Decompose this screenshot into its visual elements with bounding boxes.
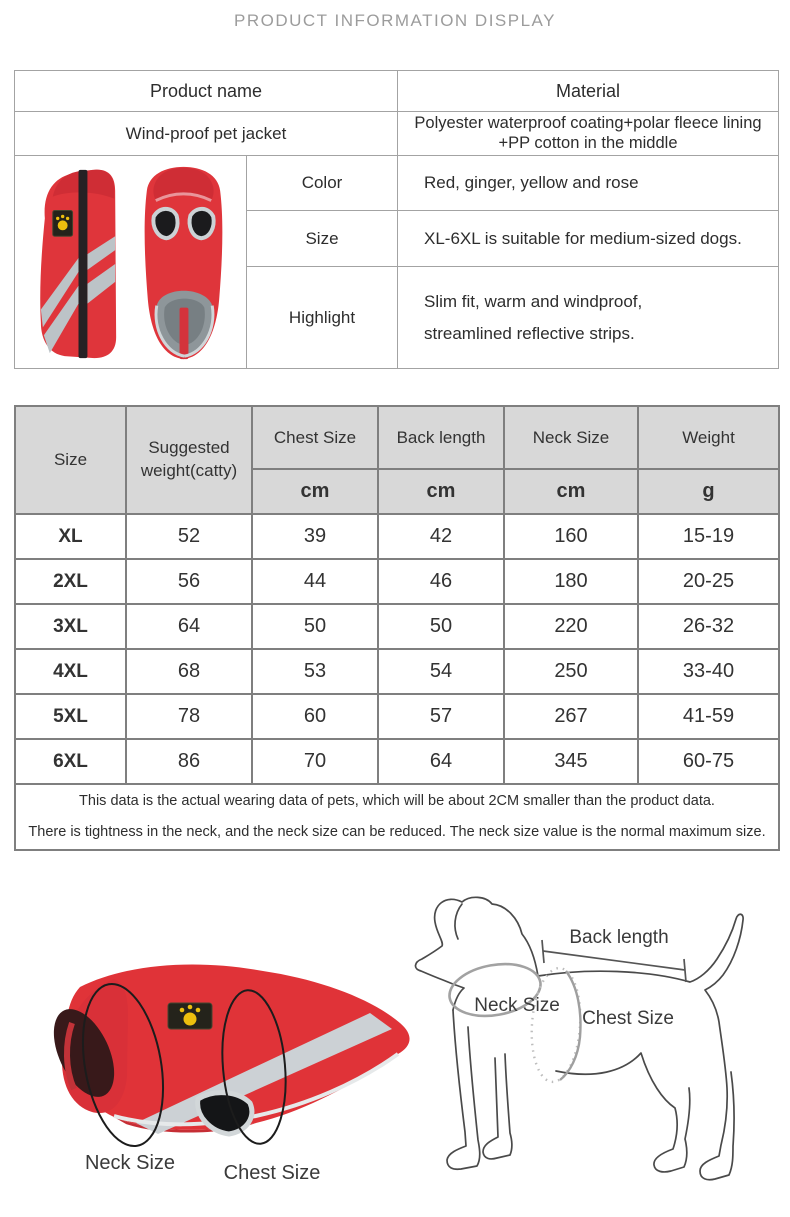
suggested-cell: 26-32 [639,605,780,650]
weight-cell: 345 [505,740,639,785]
unit-chest-cm: cm [253,470,379,515]
suggested-cell: 15-19 [639,515,780,560]
jacket-measurement-photo [18,953,420,1173]
back-cell: 39 [253,515,379,560]
neck-cell: 57 [379,695,505,740]
neck-cell: 46 [379,560,505,605]
column-header-size: Size [16,407,127,515]
leg-hole-right [189,208,213,237]
highlight-value: Slim fit, warm and windproof, streamlined reflective strips. [398,267,779,369]
column-header-chest: Chest Size [253,407,379,470]
neck-cell: 64 [379,740,505,785]
product-info-table [14,70,779,369]
column-header-neck: Neck Size [505,407,639,470]
dog-head-outline [415,897,538,1010]
dog-front-leg [447,1010,480,1169]
chest-cell: 52 [127,515,253,560]
back-cell: 60 [253,695,379,740]
suggested-cell: 60-75 [639,740,780,785]
product-name-value: Wind-proof pet jacket [15,112,398,156]
column-header-weight: Weight [639,407,780,470]
weight-cell: 267 [505,695,639,740]
suggested-cell: 41-59 [639,695,780,740]
neck-cell: 50 [379,605,505,650]
back-cell: 50 [253,605,379,650]
unit-weight-g: g [639,470,780,515]
weight-cell: 180 [505,560,639,605]
size-cell: 4XL [16,650,127,695]
dog-chest-size-label: Chest Size [582,1008,674,1029]
neck-cell: 54 [379,650,505,695]
leg-hole-left [153,208,177,237]
dog-rear-leg [556,1053,690,1172]
weight-cell: 220 [505,605,639,650]
material-header: Material [398,71,779,112]
size-label: Size [247,211,398,267]
dog-chest-ellipse [528,966,584,1083]
chest-cell: 56 [127,560,253,605]
size-cell: 5XL [16,695,127,740]
column-header-back: Back length [379,407,505,470]
chest-cell: 78 [127,695,253,740]
page-title: PRODUCT INFORMATION DISPLAY [234,11,556,30]
photo-neck-size-label: Neck Size [84,1152,176,1174]
chest-cell: 64 [127,605,253,650]
back-cell: 53 [253,650,379,695]
back-cell: 44 [253,560,379,605]
neck-cell: 42 [379,515,505,560]
note-line-1: This data is the actual wearing data of pets, which will be about 2CM smaller than the product data. [79,792,715,809]
jacket-top-view [144,166,222,358]
dog-neck-size-label: Neck Size [474,995,560,1016]
product-name-header: Product name [15,71,398,112]
size-chart-table [14,405,780,851]
jacket-two-views-image [16,159,246,366]
chest-cell: 86 [127,740,253,785]
unit-back-cm: cm [379,470,505,515]
color-label: Color [247,156,398,211]
suggested-cell: 33-40 [639,650,780,695]
suggested-cell: 20-25 [639,560,780,605]
chest-cell: 68 [127,650,253,695]
jacket-side-view [40,169,116,357]
highlight-label: Highlight [247,267,398,369]
size-value: XL-6XL is suitable for medium-sized dogs. [398,211,779,267]
logo-patch [168,1003,212,1029]
dog-back-length-label: Back length [569,927,669,948]
weight-cell: 250 [505,650,639,695]
color-value: Red, ginger, yellow and rose [398,156,779,211]
column-header-suggested-weight: Suggested weight(catty) [127,407,253,515]
size-table-note [16,785,780,851]
logo-patch [52,210,72,236]
size-cell: 6XL [16,740,127,785]
unit-neck-cm: cm [505,470,639,515]
size-cell: XL [16,515,127,560]
weight-cell: 160 [505,515,639,560]
note-line-2: There is tightness in the neck, and the neck size can be reduced. The neck size value is the normal maximum size. [28,824,766,840]
size-cell: 2XL [16,560,127,605]
back-cell: 70 [253,740,379,785]
product-photo-front-back [15,156,247,369]
material-value: Polyester waterproof coating+polar fleece lining +PP cotton in the middle [398,112,779,156]
photo-chest-size-label: Chest Size [223,1162,321,1184]
size-cell: 3XL [16,605,127,650]
zipper [78,169,87,357]
